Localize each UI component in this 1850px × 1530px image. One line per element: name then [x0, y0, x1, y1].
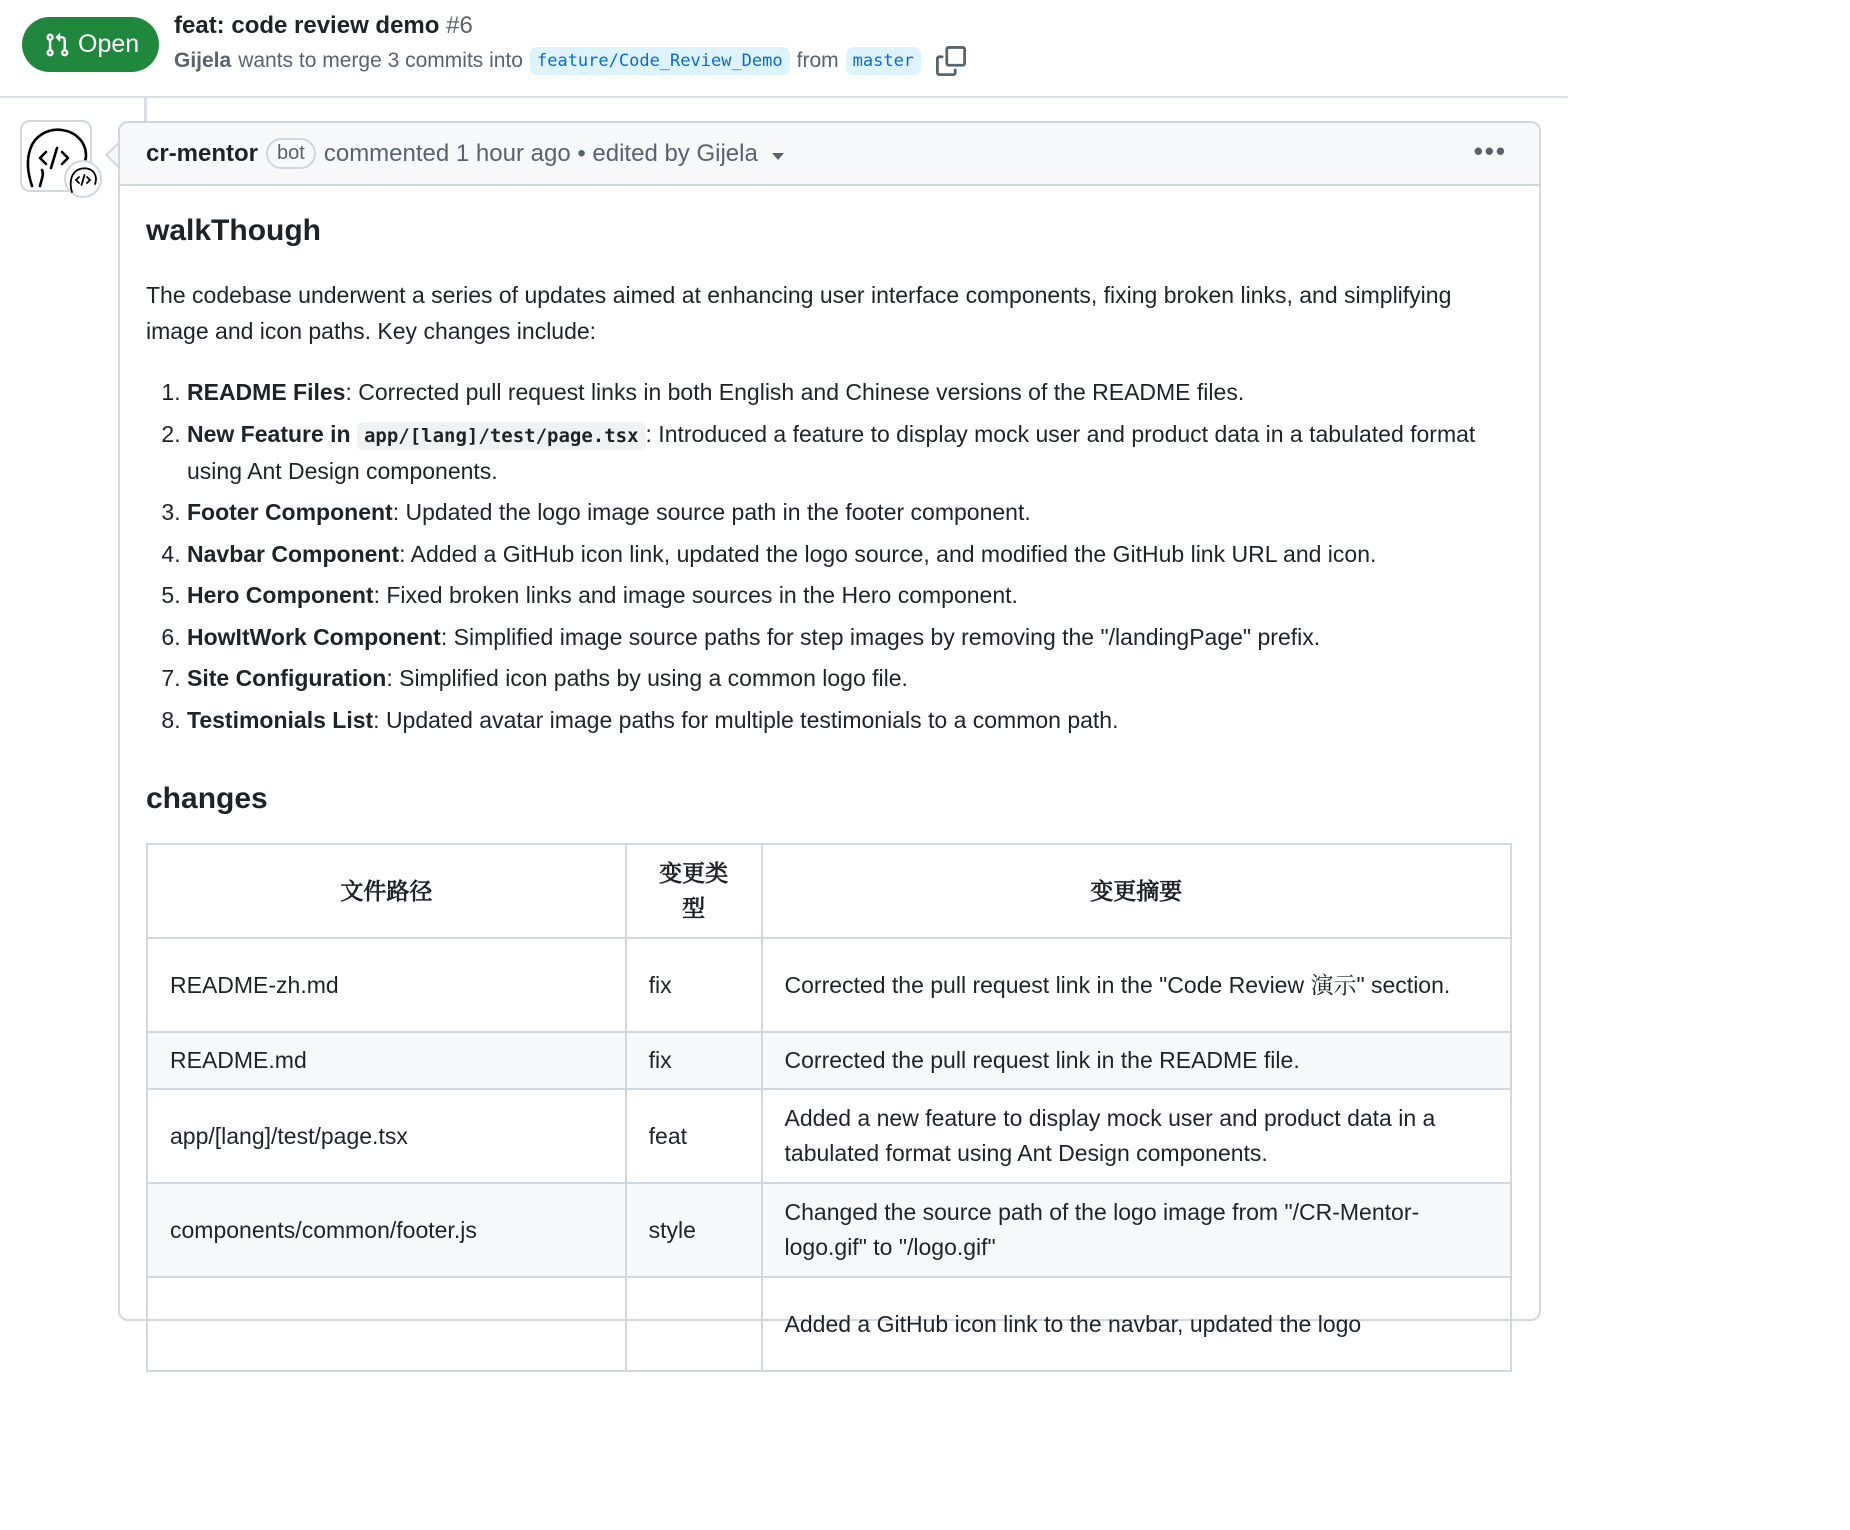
list-item: 5. Hero Component: Fixed broken links and image sources in the Hero component.: [187, 578, 1516, 613]
cell-file-path: README-zh.md: [147, 938, 626, 1032]
pr-number: #6: [446, 12, 473, 39]
pull-request-icon: [44, 32, 70, 58]
bot-badge: bot: [266, 138, 316, 169]
cell-file-path: README.md: [147, 1032, 626, 1089]
edit-history-caret-icon[interactable]: [772, 153, 784, 160]
changes-table: [146, 843, 1512, 1372]
cell-change-type: [626, 1277, 762, 1371]
merge-text: wants to merge 3 commits into: [238, 49, 523, 72]
cell-change-summary: Added a new feature to display mock user and product data in a tabulated format using Ant Design components.: [762, 1089, 1511, 1183]
pr-header: [0, 0, 1568, 98]
cell-change-summary: Changed the source path of the logo image from "/CR-Mentor-logo.gif" to "/logo.gif": [762, 1183, 1511, 1277]
more-options-icon[interactable]: •••: [1473, 136, 1507, 166]
table-row: [147, 1183, 1511, 1277]
changes-list: [146, 375, 1516, 738]
cell-change-type: fix: [626, 938, 762, 1032]
list-item: 4. Navbar Component: Added a GitHub icon link, updated the logo source, and modified the GitHub link URL and icon.: [187, 537, 1516, 572]
cell-file-path: app/[lang]/test/page.tsx: [147, 1089, 626, 1183]
table-row: [147, 1032, 1511, 1089]
from-text: from: [796, 49, 839, 72]
head-branch-link[interactable]: master: [846, 47, 921, 75]
avatar-mini: [64, 160, 102, 198]
copy-icon[interactable]: [936, 46, 966, 76]
column-header-change-type: 变更类型: [626, 844, 762, 938]
walkthrough-heading: walkThough: [146, 214, 321, 247]
list-item: 6. HowItWork Component: Simplified image source paths for step images by removing the "/landingPage" prefix.: [187, 620, 1516, 655]
cell-change-type: feat: [626, 1089, 762, 1183]
pr-title: [174, 12, 473, 40]
list-item: 1. README Files: Corrected pull request links in both English and Chinese versions of the README files.: [187, 375, 1516, 410]
table-row: [147, 938, 1511, 1032]
comment-box: [118, 121, 1541, 1337]
column-header-change-summary: 变更摘要: [762, 844, 1511, 938]
list-item: 8. Testimonials List: Updated avatar image paths for multiple testimonials to a common path.: [187, 703, 1516, 738]
comment-header: [120, 123, 1539, 186]
comment-meta[interactable]: commented 1 hour ago • edited by Gijela: [323, 139, 758, 167]
cell-change-type: style: [626, 1183, 762, 1277]
comment-body: [146, 213, 1516, 1337]
cell-change-summary: Corrected the pull request link in the README file.: [762, 1032, 1511, 1089]
cell-file-path: [147, 1277, 626, 1371]
table-row: [147, 1089, 1511, 1183]
walkthrough-summary: The codebase underwent a series of updates aimed at enhancing user interface components, fixing broken links, and simplifying image and icon paths. Key changes include:: [146, 282, 1452, 344]
column-header-file-path: 文件路径: [147, 844, 626, 938]
cell-file-path: components/common/footer.js: [147, 1183, 626, 1277]
cell-change-summary: Corrected the pull request link in the "Code Review 演示" section.: [762, 938, 1511, 1032]
inline-code: app/[lang]/test/page.tsx: [357, 422, 646, 450]
pr-state-badge: [22, 17, 159, 72]
cell-change-type: fix: [626, 1032, 762, 1089]
list-item: 2. New Feature in app/[lang]/test/page.tsx : Introduced a feature to display mock user and product data in a tabulated format using Ant Design components.: [187, 417, 1516, 489]
list-item: 7. Site Configuration: Simplified icon paths by using a common logo file.: [187, 661, 1516, 696]
list-item: 3. Footer Component: Updated the logo image source path in the footer component.: [187, 495, 1516, 530]
table-header-row: [147, 844, 1511, 938]
pr-title-text: feat: code review demo: [174, 12, 440, 39]
table-row: [147, 1277, 1511, 1371]
head-code-icon-small: [66, 162, 100, 196]
base-branch-link[interactable]: feature/Code_Review_Demo: [530, 47, 790, 75]
pr-meta: [174, 46, 966, 76]
changes-heading: changes: [146, 782, 268, 815]
pr-author-link[interactable]: Gijela: [174, 49, 232, 72]
cell-change-summary: Added a GitHub icon link to the navbar, updated the logo: [762, 1277, 1511, 1371]
pr-state-label: Open: [78, 30, 140, 58]
timeline-line: [144, 98, 147, 122]
comment-author-link[interactable]: cr-mentor: [146, 139, 259, 167]
